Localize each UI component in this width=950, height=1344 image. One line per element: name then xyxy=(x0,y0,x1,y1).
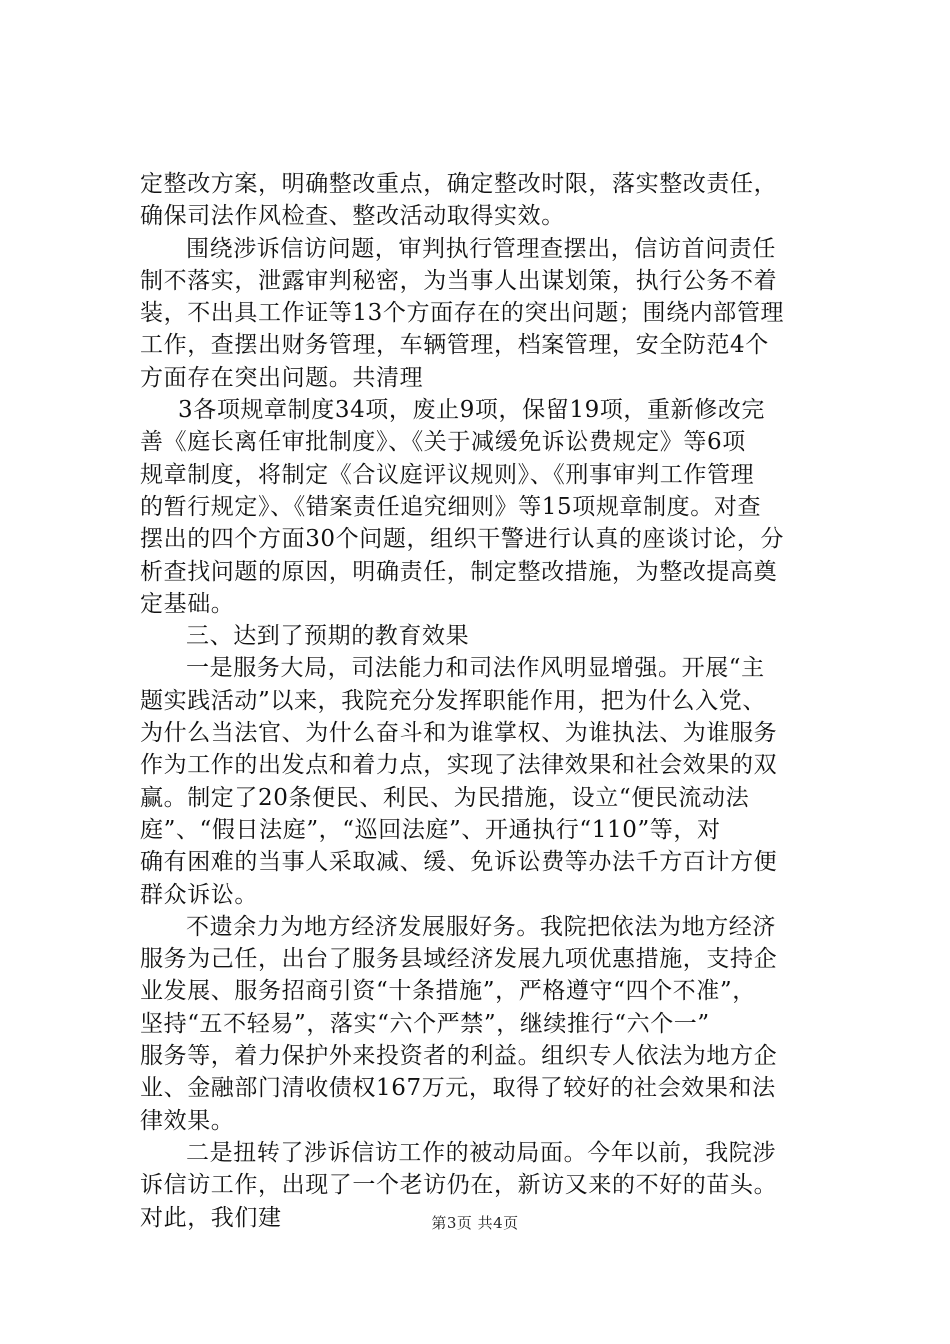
text-line: 业、金融部门清收债权167万元，取得了较好的社会效果和法 xyxy=(140,1075,776,1102)
text-line: 装，不出具工作证等13个方面存在的突出问题；围绕内部管理 xyxy=(140,300,785,327)
text-line: 方面存在突出问题。共清理 xyxy=(140,364,424,391)
text-line: 诉信访工作，出现了一个老访仍在，新访又来的不好的苗头。 xyxy=(140,1172,778,1199)
text-line: 析查找问题的原因，明确责任，制定整改措施，为整改提高奠 xyxy=(140,558,778,585)
text-line: 服务等，着力保护外来投资者的利益。组织专人依法为地方企 xyxy=(140,1043,778,1070)
text-line: 庭”、“假日法庭”，“巡回法庭”、开通执行“110”等，对 xyxy=(140,816,721,843)
document-body xyxy=(140,168,840,1234)
text-line: 二是扭转了涉诉信访工作的被动局面。今年以前，我院涉 xyxy=(186,1139,776,1166)
text-line: 确保司法作风检查、整改活动取得实效。 xyxy=(140,203,565,230)
text-line: 赢。制定了20条便民、利民、为民措施，设立“便民流动法 xyxy=(140,784,750,811)
text-line: 定基础。 xyxy=(140,590,235,617)
text-line: 3各项规章制度34项，废止9项，保留19项，重新修改完 xyxy=(178,397,765,424)
text-line: 的暂行规定》、《错案责任追究细则》等15项规章制度。对查 xyxy=(140,493,762,520)
text-line: 定整改方案，明确整改重点，确定整改时限，落实整改责任， xyxy=(140,171,778,197)
text-line: 业发展、服务招商引资“十条措施”，严格遵守“四个不准”， xyxy=(140,978,756,1005)
text-line: 摆出的四个方面30个问题，组织干警进行认真的座谈讨论，分 xyxy=(140,526,785,553)
text-line: 确有困难的当事人采取减、缓、免诉讼费等办法千方百计方便 xyxy=(140,849,778,876)
text-line: 题实践活动”以来，我院充分发挥职能作用，把为什么入党、 xyxy=(140,687,766,714)
page-footer: 第3页 共4页 xyxy=(431,1214,519,1232)
text-line: 不遗余力为地方经济发展服好务。我院把依法为地方经济 xyxy=(186,913,776,940)
text-line: 群众诉讼。 xyxy=(140,881,258,908)
text-line: 对此，我们建 xyxy=(140,1204,282,1231)
text-line: 三、达到了预期的教育效果 xyxy=(186,623,470,650)
text-line: 规章制度，将制定《合议庭评议规则》、《刑事审判工作管理 xyxy=(140,461,755,488)
text-line: 善《庭长离任审批制度》、《关于减缓免诉讼费规定》等6项 xyxy=(140,429,746,456)
text-line: 制不落实，泄露审判秘密，为当事人出谋划策，执行公务不着 xyxy=(140,267,778,294)
text-line: 服务为己任，出台了服务县域经济发展九项优惠措施，支持企 xyxy=(140,946,778,973)
text-line: 工作，查摆出财务管理，车辆管理，档案管理，安全防范4个 xyxy=(140,332,769,359)
text-line: 为什么当法官、为什么奋斗和为谁掌权、为谁执法、为谁服务 xyxy=(140,720,778,747)
text-line: 律效果。 xyxy=(140,1107,235,1134)
text-line: 作为工作的出发点和着力点，实现了法律效果和社会效果的双 xyxy=(140,752,778,779)
text-line: 一是服务大局，司法能力和司法作风明显增强。开展“主 xyxy=(186,655,765,682)
text-line: 坚持“五不轻易”，落实“六个严禁”，继续推行“六个一” xyxy=(140,1010,710,1037)
text-line: 围绕涉诉信访问题，审判执行管理查摆出，信访首问责任 xyxy=(186,235,776,262)
